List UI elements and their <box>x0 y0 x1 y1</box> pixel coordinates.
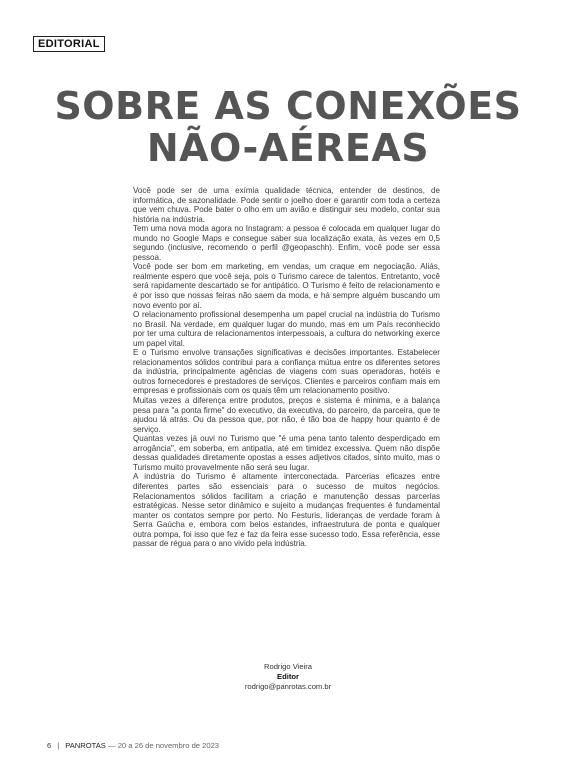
page-number: 6 <box>47 741 52 750</box>
paragraph: A indústria do Turismo é altamente interconectada. Parcerias eficazes entre diferentes partes são essenciais para o sucesso de muitos negócios. Relacionamentos sólidos facilitam a criação e manutenção dessas parcerias estratégicas. Nesse setor dinâmico e sujeito a mudanças frequentes é fundamental manter os contatos sempre por perto. No Festuris, lideranças de verdade foram à Serra Gaúcha e, embora com belos estandes, infraestrutura de ponta e qualquer outra pompa, foi isso que fez e faz da feira esse sucesso todo. Essa referência, esse passar de régua para o ano vivido pela indústria. <box>133 472 440 549</box>
article-title <box>0 85 576 169</box>
paragraph: Você pode ser bom em marketing, em vendas, um craque em negociação. Aliás, realmente espero que você seja, pois o Turismo carece de talentos. Entretanto, você será rapidamente descartado se for antipático. O Turismo é feito de relacionamento e é por isso que nossas feiras não saem da moda, e há sempre alguém buscando um novo evento por aí. <box>133 262 440 310</box>
author-name: Rodrigo Vieira <box>264 662 312 671</box>
paragraph: Quantas vezes já ouvi no Turismo que "é uma pena tanto talento desperdiçado em arrogância", em soberba, em antipatia, até em timidez excessiva. Quem não dispõe dessas qualidades diretamente opostas a esses adjetivos citados, sinto muito, mas o Turismo muito provavelmente não será seu lugar. <box>133 434 440 472</box>
footer-separator: | <box>57 741 60 750</box>
paragraph: Muitas vezes a diferença entre produtos, preços e sistema é mínima, e a balança pesa para "a ponta firme" do executivo, da executiva, do parceiro, da parceira, que te ajudou lá atrás. Ou da pessoa que, por não, é tão boa de happy hour quanto é de serviço. <box>133 396 440 434</box>
page-footer <box>47 741 219 750</box>
paragraph: Tem uma nova moda agora no Instagram: a pessoa é colocada em qualquer lugar do mundo no Google Maps e consegue saber sua localização exata, às vezes em 0,5 segundo (inclusive, recomendo o perfil @geopaschh). Enfim, você pode ser essa pessoa. <box>133 224 440 262</box>
publication-name: PANROTAS <box>65 741 106 750</box>
title-line-2: NÃO-AÉREAS <box>146 126 430 170</box>
paragraph: E o Turismo envolve transações significativas e decisões importantes. Estabelecer relacionamentos sólidos contribui para a confiança mútua entre os diferentes setores da indústria, principalmente agências de viagens com suas operadoras, hotéis e outros fornecedores e prestadores de serviços. Clientes e parceiros confiam mais em empresas e profissionais com os quais têm um relacionamento positivo. <box>133 348 440 396</box>
paragraph: O relacionamento profissional desempenha um papel crucial na indústria do Turismo no Brasil. Na verdade, em qualquer lugar do mundo, mas em um País reconhecido por ter uma cultura de relacionamentos interpessoais, a cultura do networking exerce um papel vital. <box>133 310 440 348</box>
section-tag: EDITORIAL <box>33 36 105 52</box>
author-email[interactable]: rodrigo@panrotas.com.br <box>244 682 332 691</box>
paragraph: Você pode ser de uma exímia qualidade técnica, entender de destinos, de informática, de sazonalidade. Pode sentir o joelho doer e garantir com toda a certeza que vem chuva. Pode bater o olho em um avião e distinguir seu modelo, contar sua história na indústria. <box>133 186 440 224</box>
issue-date: — 20 a 26 de novembro de 2023 <box>108 741 220 750</box>
title-line-1: SOBRE AS CONEXÕES <box>54 84 522 128</box>
author-signature <box>0 662 576 692</box>
article-body <box>133 186 440 549</box>
author-role: Editor <box>277 672 299 681</box>
